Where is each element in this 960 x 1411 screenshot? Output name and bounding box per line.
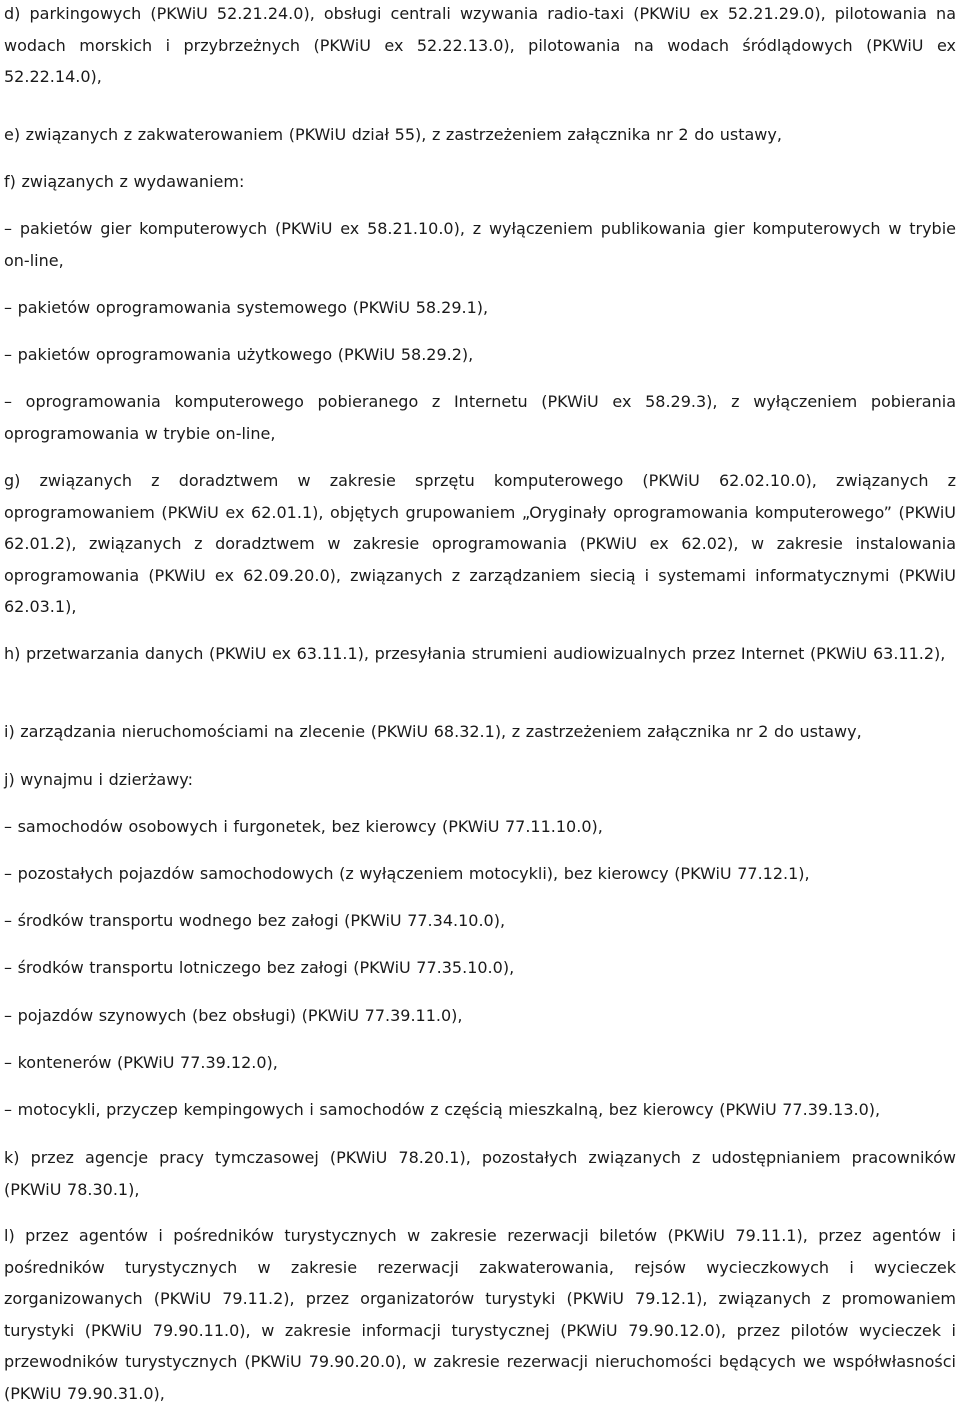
paragraph-k: k) przez agencje pracy tymczasowej (PKWiU 78.20.1), pozostałych związanych z udostępnianiem pracowników (PKWiU 78.30.1), <box>4 1148 956 1199</box>
paragraph-l: l) przez agentów i pośredników turystycznych w zakresie rezerwacji biletów (PKWiU 79.11.1), przez agentów i pośredników turystycznych w zakresie rezerwacji zakwaterowania, rejsów wycieczkowych i wycieczek zorganizowanych (PKWiU 79.11.2), przez organizatorów turystyki (PKWiU 79.12.1), związanych z promowaniem turystyki (PKWiU 79.90.11.0), w zakresie informacji turystycznej (PKWiU 79.90.12.0), przez pilotów wycieczek i przewodników turystycznych (PKWiU 79.90.20.0), w zakresie rezerwacji nieruchomości będących we współwłasności (PKWiU 79.90.31.0), <box>4 1226 956 1403</box>
list-item-j1: – samochodów osobowych i furgonetek, bez kierowcy (PKWiU 77.11.10.0), <box>4 817 603 836</box>
paragraph-d: d) parkingowych (PKWiU 52.21.24.0), obsługi centrali wzywania radio-taxi (PKWiU ex 52.21.29.0), pilotowania na wodach morskich i przybrzeżnych (PKWiU ex 52.22.13.0), pilotowania na wodach śródlądowych (PKWiU ex 52.22.14.0), <box>4 4 956 86</box>
paragraph-i: i) zarządzania nieruchomościami na zlecenie (PKWiU 68.32.1), z zastrzeżeniem załącznika nr 2 do ustawy, <box>4 722 862 741</box>
list-item-f3: – pakietów oprogramowania użytkowego (PKWiU 58.29.2), <box>4 345 474 364</box>
list-item-f1: – pakietów gier komputerowych (PKWiU ex 58.21.10.0), z wyłączeniem publikowania gier komputerowych w trybie on-line, <box>4 219 956 270</box>
list-item-f4: – oprogramowania komputerowego pobieranego z Internetu (PKWiU ex 58.29.3), z wyłączeniem pobierania oprogramowania w trybie on-line, <box>4 392 956 443</box>
list-item-j6: – kontenerów (PKWiU 77.39.12.0), <box>4 1053 278 1072</box>
paragraph-h: h) przetwarzania danych (PKWiU ex 63.11.1), przesyłania strumieni audiowizualnych przez Internet (PKWiU 63.11.2), <box>4 644 946 663</box>
list-item-j4: – środków transportu lotniczego bez załogi (PKWiU 77.35.10.0), <box>4 958 515 977</box>
list-item-j2: – pozostałych pojazdów samochodowych (z wyłączeniem motocykli), bez kierowcy (PKWiU 77.12.1), <box>4 864 810 883</box>
paragraph-j: j) wynajmu i dzierżawy: <box>4 770 193 789</box>
list-item-j7: – motocykli, przyczep kempingowych i samochodów z częścią mieszkalną, bez kierowcy (PKWiU 77.39.13.0), <box>4 1100 881 1119</box>
paragraph-f: f) związanych z wydawaniem: <box>4 172 245 191</box>
list-item-j5: – pojazdów szynowych (bez obsługi) (PKWiU 77.39.11.0), <box>4 1006 463 1025</box>
paragraph-e: e) związanych z zakwaterowaniem (PKWiU dział 55), z zastrzeżeniem załącznika nr 2 do ustawy, <box>4 125 782 144</box>
paragraph-g: g) związanych z doradztwem w zakresie sprzętu komputerowego (PKWiU 62.02.10.0), związanych z oprogramowaniem (PKWiU ex 62.01.1), objętych grupowaniem „Oryginały oprogramowania komputerowego” (PKWiU 62.01.2), związanych z doradztwem w zakresie oprogramowania (PKWiU ex 62.02), w zakresie instalowania oprogramowania (PKWiU ex 62.09.20.0), związanych z zarządzaniem siecią i systemami informatycznymi (PKWiU 62.03.1), <box>4 471 956 616</box>
list-item-j3: – środków transportu wodnego bez załogi (PKWiU 77.34.10.0), <box>4 911 506 930</box>
list-item-f2: – pakietów oprogramowania systemowego (PKWiU 58.29.1), <box>4 298 489 317</box>
